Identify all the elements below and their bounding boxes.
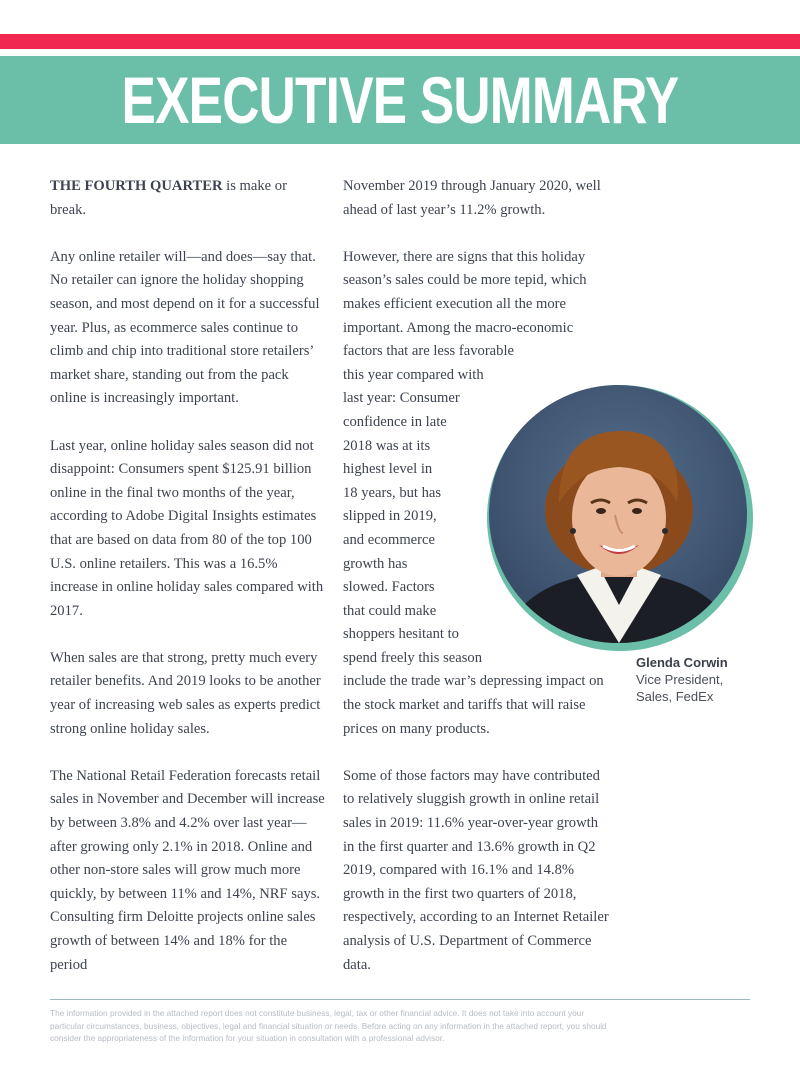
portrait-photo <box>489 385 747 643</box>
paragraph: Some of those factors may have contributed to relatively sluggish growth in online retail sales in 2019: 11.6% year-over-year growth in the first quarter and 13.6% growth in Q2 2019, compared with 16.1% and 14.8% growth in the first two quarters of 2018, respectively, according to an Internet Retailer analysis of U.S. Department of Commerce data. <box>343 767 609 973</box>
text-line: shoppers hesitant to <box>343 626 459 643</box>
paragraph: When sales are that strong, pretty much every retailer benefits. And 2019 looks to be another year of increasing web sales as experts predict strong online holiday sales. <box>50 649 321 737</box>
article-column-left <box>50 175 325 1001</box>
top-red-stripe <box>0 34 800 49</box>
text-line: 2018 was at its <box>343 437 431 454</box>
paragraph: The National Retail Federation forecasts retail sales in November and December will increase by between 3.8% and 4.2% over last year—after growing only 2.1% in 2018. Online and other non-store sales will grow much more quickly, by between 11% and 14%, NRF says. Consulting firm Deloitte projects online sales growth of between 14% and 18% for the period <box>50 767 325 973</box>
text-line: that could make <box>343 602 437 619</box>
page-title: EXECUTIVE SUMMARY <box>121 63 679 137</box>
lead-in: THE FOURTH QUARTER <box>50 178 223 194</box>
caption-name: Glenda Corwin <box>636 655 728 670</box>
lead-rest: is make or break. <box>50 178 287 218</box>
photo-caption <box>636 654 728 705</box>
disclaimer-text: The information provided in the attached report does not constitute business, legal, tax or other financial advice. It does not take into account your particular circumstances, business, objectives, legal and financial situation or needs. Before acting on any information in the attached report, you should consider the appropriateness of the information for your situation in consultation with a professional advisor. <box>50 1008 607 1043</box>
lead-paragraph <box>50 175 325 222</box>
footer-divider <box>50 999 750 1000</box>
paragraph: Last year, online holiday sales season did not disappoint: Consumers spent $125.91 billion online in the final two months of the year, according to Adobe Digital Insights estimates that are based on data from 80 of the top 100 U.S. online retailers. This was a 16.5% increase in online holiday sales compared with 2017. <box>50 437 324 619</box>
text-line: spend freely this season <box>343 649 483 666</box>
text-line: and ecommerce <box>343 531 435 548</box>
text-line: slowed. Factors <box>343 579 435 596</box>
text-line: 18 years, but has <box>343 484 442 501</box>
text-line: slipped in 2019, <box>343 508 437 525</box>
text-line: confidence in late <box>343 413 447 430</box>
text-line: this year compared with <box>343 366 484 383</box>
caption-company: Sales, FedEx <box>636 689 714 704</box>
text-line: growth has <box>343 555 408 572</box>
text-line: highest level in <box>343 461 433 478</box>
paragraph: November 2019 through January 2020, well ahead of last year’s 11.2% growth. <box>343 178 601 218</box>
text-line: last year: Consumer <box>343 390 460 407</box>
paragraph: Any online retailer will—and does—say that. No retailer can ignore the holiday shopping season, and most depend on it for a successful year. Plus, as ecommerce sales continue to climb and chip into traditional store retailers’ market share, standing out from the pack online is increasingly important. <box>50 248 320 407</box>
paragraph-text: include the trade war’s depressing impact on the stock market and tariffs that will raise prices on many products. <box>343 673 604 737</box>
paragraph-text: However, there are signs that this holiday season’s sales could be more tepid, which makes efficient execution all the more important. Among the macro-economic factors that are less favorable <box>343 248 587 360</box>
caption-title: Vice President, <box>636 672 724 687</box>
